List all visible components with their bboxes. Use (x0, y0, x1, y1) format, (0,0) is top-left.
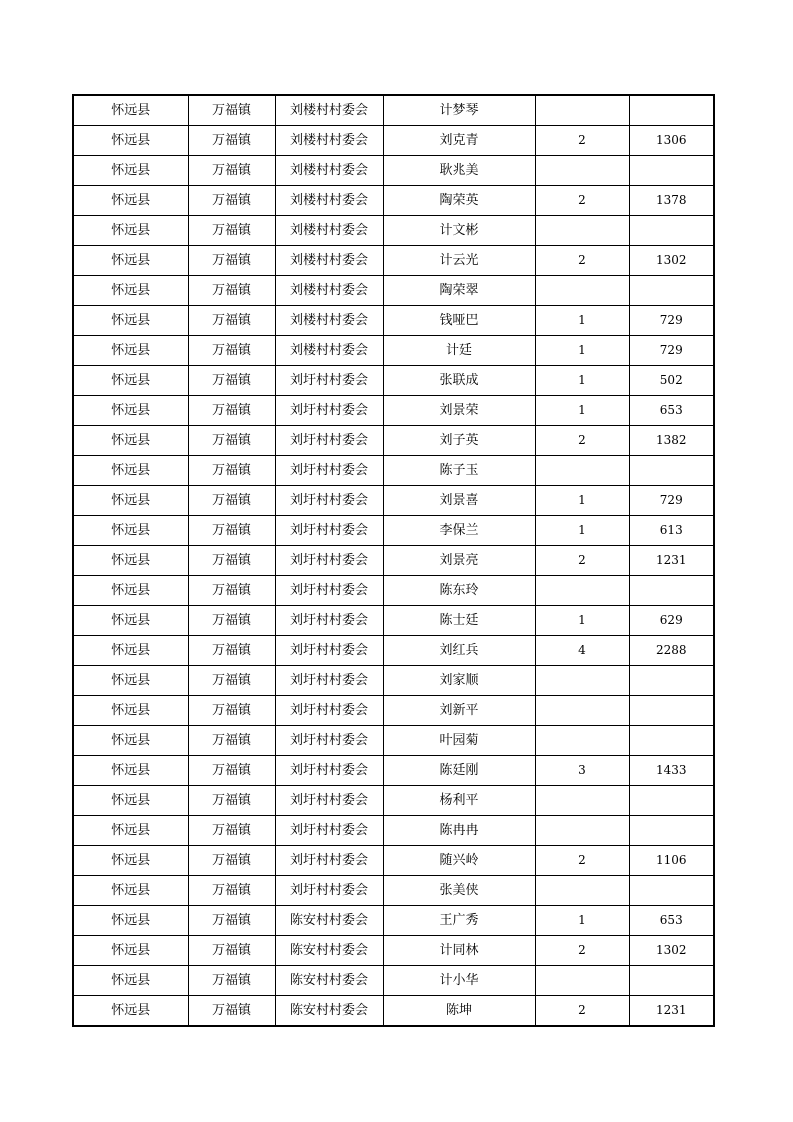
county-cell: 怀远县 (73, 126, 188, 156)
county-cell: 怀远县 (73, 186, 188, 216)
town-cell: 万福镇 (188, 306, 275, 336)
count-cell: 1 (535, 366, 629, 396)
amount-cell: 2288 (629, 636, 714, 666)
name-cell: 计廷 (383, 336, 535, 366)
amount-cell: 729 (629, 486, 714, 516)
town-cell: 万福镇 (188, 846, 275, 876)
table-row (73, 756, 714, 786)
count-cell (535, 876, 629, 906)
amount-cell (629, 456, 714, 486)
name-cell: 陶荣翠 (383, 276, 535, 306)
count-cell (535, 966, 629, 996)
village-cell: 刘圩村村委会 (275, 726, 383, 756)
town-cell: 万福镇 (188, 366, 275, 396)
town-cell: 万福镇 (188, 546, 275, 576)
village-cell: 刘楼村村委会 (275, 246, 383, 276)
county-cell: 怀远县 (73, 936, 188, 966)
amount-cell (629, 786, 714, 816)
count-cell: 2 (535, 126, 629, 156)
village-cell: 陈安村村委会 (275, 936, 383, 966)
town-cell: 万福镇 (188, 606, 275, 636)
town-cell: 万福镇 (188, 486, 275, 516)
name-cell: 随兴岭 (383, 846, 535, 876)
count-cell (535, 666, 629, 696)
town-cell: 万福镇 (188, 336, 275, 366)
town-cell: 万福镇 (188, 456, 275, 486)
amount-cell (629, 966, 714, 996)
table-row (73, 216, 714, 246)
amount-cell (629, 95, 714, 126)
county-cell: 怀远县 (73, 906, 188, 936)
count-cell: 1 (535, 606, 629, 636)
amount-cell (629, 816, 714, 846)
table-row (73, 516, 714, 546)
name-cell: 陈士廷 (383, 606, 535, 636)
name-cell: 陈东玲 (383, 576, 535, 606)
table-row (73, 366, 714, 396)
amount-cell (629, 576, 714, 606)
count-cell (535, 726, 629, 756)
town-cell: 万福镇 (188, 876, 275, 906)
village-cell: 刘圩村村委会 (275, 786, 383, 816)
count-cell (535, 276, 629, 306)
county-cell: 怀远县 (73, 756, 188, 786)
table-row (73, 486, 714, 516)
name-cell: 刘景喜 (383, 486, 535, 516)
county-cell: 怀远县 (73, 846, 188, 876)
village-cell: 刘楼村村委会 (275, 336, 383, 366)
name-cell: 李保兰 (383, 516, 535, 546)
village-cell: 刘圩村村委会 (275, 426, 383, 456)
amount-cell: 1302 (629, 246, 714, 276)
village-cell: 陈安村村委会 (275, 996, 383, 1027)
name-cell: 钱哑巴 (383, 306, 535, 336)
table-row (73, 156, 714, 186)
village-cell: 刘圩村村委会 (275, 636, 383, 666)
county-cell: 怀远县 (73, 456, 188, 486)
count-cell (535, 216, 629, 246)
name-cell: 计文彬 (383, 216, 535, 246)
name-cell: 刘克青 (383, 126, 535, 156)
count-cell: 1 (535, 306, 629, 336)
county-cell: 怀远县 (73, 366, 188, 396)
table-row (73, 126, 714, 156)
amount-cell (629, 696, 714, 726)
table-row (73, 876, 714, 906)
county-cell: 怀远县 (73, 156, 188, 186)
town-cell: 万福镇 (188, 576, 275, 606)
amount-cell: 629 (629, 606, 714, 636)
table-body (73, 95, 714, 1026)
county-cell: 怀远县 (73, 336, 188, 366)
amount-cell: 729 (629, 336, 714, 366)
amount-cell: 1231 (629, 546, 714, 576)
county-cell: 怀远县 (73, 546, 188, 576)
village-cell: 刘圩村村委会 (275, 666, 383, 696)
town-cell: 万福镇 (188, 996, 275, 1027)
town-cell: 万福镇 (188, 666, 275, 696)
town-cell: 万福镇 (188, 726, 275, 756)
name-cell: 计同林 (383, 936, 535, 966)
village-cell: 刘圩村村委会 (275, 366, 383, 396)
town-cell: 万福镇 (188, 396, 275, 426)
amount-cell: 729 (629, 306, 714, 336)
town-cell: 万福镇 (188, 276, 275, 306)
village-cell: 刘圩村村委会 (275, 876, 383, 906)
village-cell: 刘圩村村委会 (275, 546, 383, 576)
count-cell: 2 (535, 186, 629, 216)
amount-cell: 653 (629, 906, 714, 936)
amount-cell: 1382 (629, 426, 714, 456)
table-row (73, 666, 714, 696)
county-cell: 怀远县 (73, 816, 188, 846)
table-row (73, 936, 714, 966)
table-row (73, 456, 714, 486)
county-cell: 怀远县 (73, 95, 188, 126)
village-cell: 刘圩村村委会 (275, 456, 383, 486)
village-cell: 刘圩村村委会 (275, 846, 383, 876)
table-row (73, 396, 714, 426)
table-row (73, 786, 714, 816)
table-row (73, 426, 714, 456)
village-cell: 刘楼村村委会 (275, 156, 383, 186)
village-cell: 刘圩村村委会 (275, 516, 383, 546)
village-cell: 陈安村村委会 (275, 966, 383, 996)
name-cell: 刘子英 (383, 426, 535, 456)
county-cell: 怀远县 (73, 636, 188, 666)
town-cell: 万福镇 (188, 95, 275, 126)
table-row (73, 966, 714, 996)
count-cell: 1 (535, 906, 629, 936)
count-cell: 2 (535, 546, 629, 576)
name-cell: 刘红兵 (383, 636, 535, 666)
count-cell: 1 (535, 486, 629, 516)
name-cell: 张美侠 (383, 876, 535, 906)
table-row (73, 636, 714, 666)
amount-cell: 502 (629, 366, 714, 396)
town-cell: 万福镇 (188, 186, 275, 216)
amount-cell: 1231 (629, 996, 714, 1027)
county-cell: 怀远县 (73, 696, 188, 726)
count-cell: 3 (535, 756, 629, 786)
table-row (73, 186, 714, 216)
amount-cell: 1106 (629, 846, 714, 876)
name-cell: 计云光 (383, 246, 535, 276)
amount-cell (629, 156, 714, 186)
name-cell: 王广秀 (383, 906, 535, 936)
table-row (73, 846, 714, 876)
village-cell: 刘圩村村委会 (275, 696, 383, 726)
name-cell: 杨利平 (383, 786, 535, 816)
county-cell: 怀远县 (73, 276, 188, 306)
name-cell: 刘新平 (383, 696, 535, 726)
village-cell: 刘楼村村委会 (275, 306, 383, 336)
town-cell: 万福镇 (188, 126, 275, 156)
table-row (73, 546, 714, 576)
count-cell: 2 (535, 846, 629, 876)
name-cell: 计小华 (383, 966, 535, 996)
table-row (73, 726, 714, 756)
town-cell: 万福镇 (188, 156, 275, 186)
town-cell: 万福镇 (188, 426, 275, 456)
village-cell: 刘圩村村委会 (275, 816, 383, 846)
name-cell: 张联成 (383, 366, 535, 396)
county-cell: 怀远县 (73, 516, 188, 546)
table-row (73, 95, 714, 126)
count-cell: 1 (535, 336, 629, 366)
count-cell (535, 816, 629, 846)
count-cell: 1 (535, 516, 629, 546)
village-cell: 刘圩村村委会 (275, 486, 383, 516)
county-cell: 怀远县 (73, 996, 188, 1027)
county-cell: 怀远县 (73, 246, 188, 276)
amount-cell: 1378 (629, 186, 714, 216)
village-cell: 刘圩村村委会 (275, 576, 383, 606)
amount-cell: 1302 (629, 936, 714, 966)
town-cell: 万福镇 (188, 786, 275, 816)
village-cell: 刘楼村村委会 (275, 276, 383, 306)
county-cell: 怀远县 (73, 396, 188, 426)
village-cell: 刘楼村村委会 (275, 186, 383, 216)
name-cell: 陈坤 (383, 996, 535, 1027)
name-cell: 陈子玉 (383, 456, 535, 486)
town-cell: 万福镇 (188, 906, 275, 936)
count-cell (535, 786, 629, 816)
county-cell: 怀远县 (73, 786, 188, 816)
county-cell: 怀远县 (73, 216, 188, 246)
county-cell: 怀远县 (73, 876, 188, 906)
town-cell: 万福镇 (188, 936, 275, 966)
amount-cell (629, 726, 714, 756)
amount-cell: 613 (629, 516, 714, 546)
name-cell: 刘景亮 (383, 546, 535, 576)
county-cell: 怀远县 (73, 966, 188, 996)
count-cell (535, 95, 629, 126)
county-cell: 怀远县 (73, 486, 188, 516)
name-cell: 叶园菊 (383, 726, 535, 756)
table-row (73, 276, 714, 306)
data-table (72, 94, 715, 1027)
village-cell: 刘圩村村委会 (275, 756, 383, 786)
name-cell: 刘景荣 (383, 396, 535, 426)
amount-cell (629, 666, 714, 696)
county-cell: 怀远县 (73, 666, 188, 696)
village-cell: 刘楼村村委会 (275, 216, 383, 246)
table-row (73, 576, 714, 606)
village-cell: 刘楼村村委会 (275, 95, 383, 126)
county-cell: 怀远县 (73, 306, 188, 336)
count-cell: 2 (535, 246, 629, 276)
village-cell: 陈安村村委会 (275, 906, 383, 936)
village-cell: 刘圩村村委会 (275, 606, 383, 636)
table-row (73, 906, 714, 936)
name-cell: 陈冉冉 (383, 816, 535, 846)
table-row (73, 306, 714, 336)
count-cell (535, 696, 629, 726)
amount-cell: 1433 (629, 756, 714, 786)
town-cell: 万福镇 (188, 816, 275, 846)
amount-cell (629, 876, 714, 906)
amount-cell (629, 276, 714, 306)
town-cell: 万福镇 (188, 756, 275, 786)
table-row (73, 696, 714, 726)
count-cell: 1 (535, 396, 629, 426)
town-cell: 万福镇 (188, 516, 275, 546)
name-cell: 陈廷刚 (383, 756, 535, 786)
table-row (73, 246, 714, 276)
count-cell: 2 (535, 936, 629, 966)
amount-cell: 1306 (629, 126, 714, 156)
count-cell: 2 (535, 996, 629, 1027)
county-cell: 怀远县 (73, 606, 188, 636)
table-row (73, 996, 714, 1027)
name-cell: 陶荣英 (383, 186, 535, 216)
town-cell: 万福镇 (188, 246, 275, 276)
count-cell (535, 156, 629, 186)
table-row (73, 336, 714, 366)
county-cell: 怀远县 (73, 576, 188, 606)
amount-cell: 653 (629, 396, 714, 426)
town-cell: 万福镇 (188, 636, 275, 666)
table-row (73, 816, 714, 846)
count-cell (535, 576, 629, 606)
count-cell: 2 (535, 426, 629, 456)
town-cell: 万福镇 (188, 696, 275, 726)
village-cell: 刘圩村村委会 (275, 396, 383, 426)
village-cell: 刘楼村村委会 (275, 126, 383, 156)
table-row (73, 606, 714, 636)
name-cell: 刘家顺 (383, 666, 535, 696)
town-cell: 万福镇 (188, 966, 275, 996)
name-cell: 耿兆美 (383, 156, 535, 186)
county-cell: 怀远县 (73, 726, 188, 756)
count-cell (535, 456, 629, 486)
amount-cell (629, 216, 714, 246)
name-cell: 计梦琴 (383, 95, 535, 126)
town-cell: 万福镇 (188, 216, 275, 246)
count-cell: 4 (535, 636, 629, 666)
county-cell: 怀远县 (73, 426, 188, 456)
